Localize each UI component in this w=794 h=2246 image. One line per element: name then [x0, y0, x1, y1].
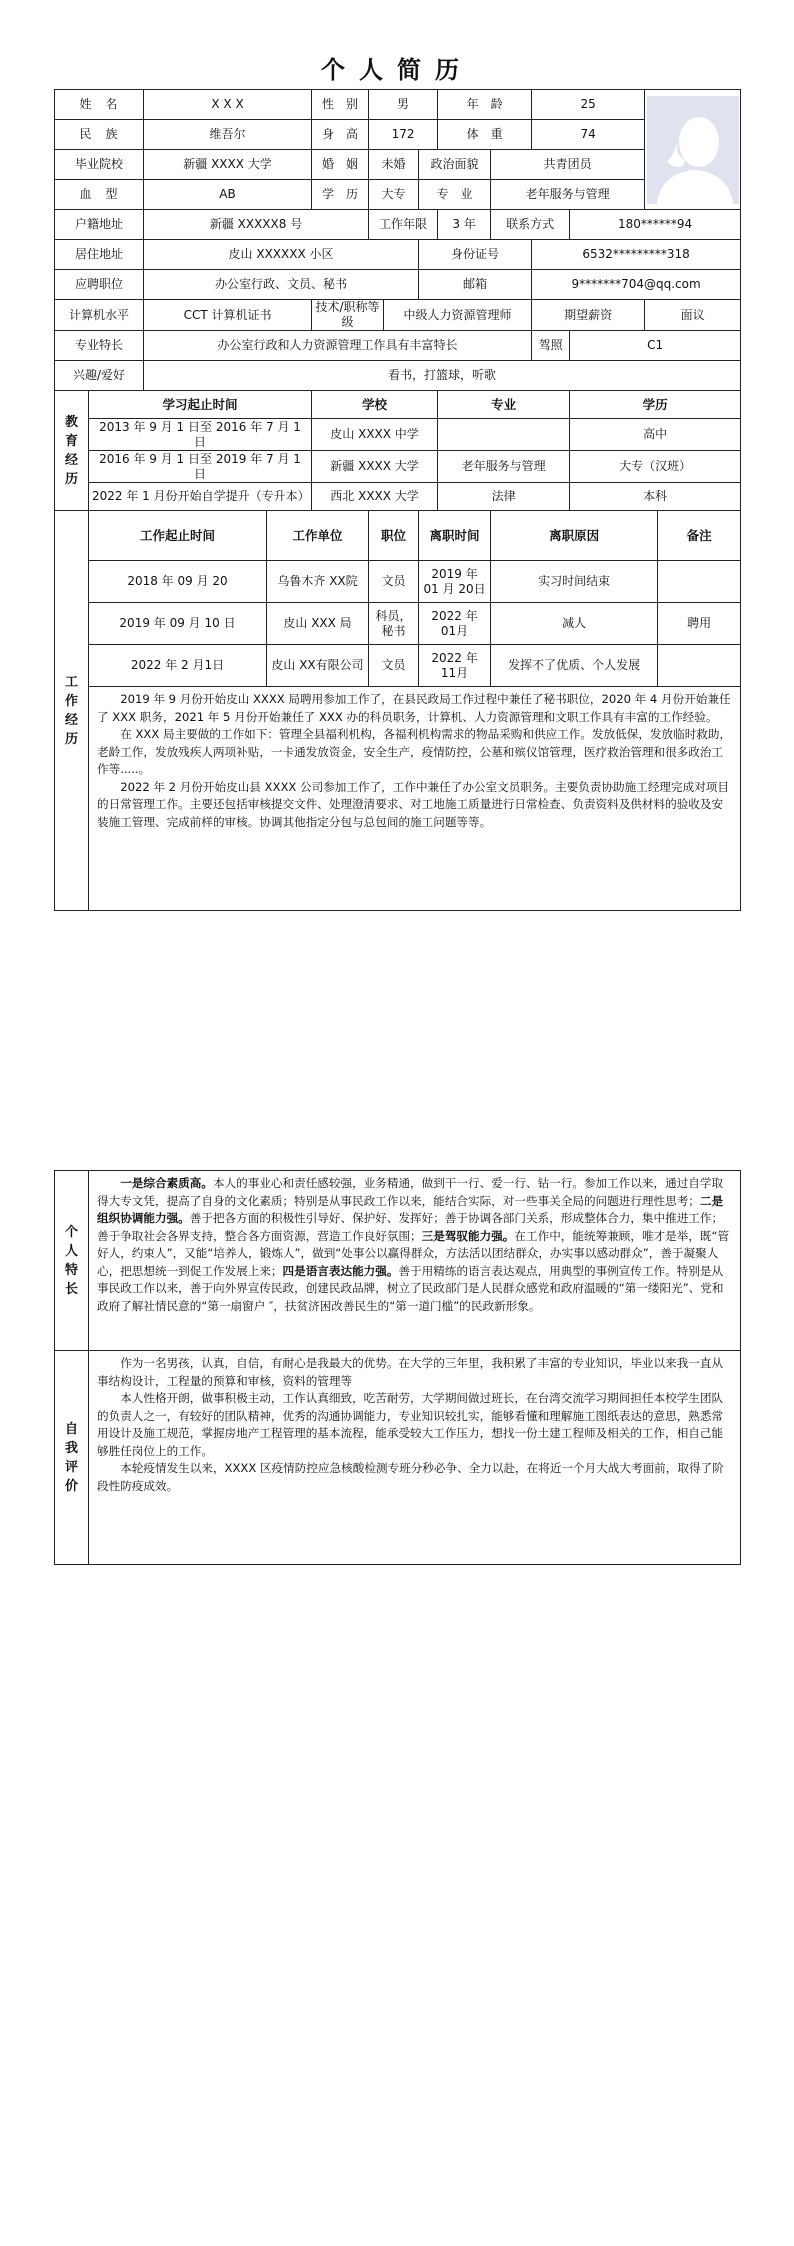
page-title: 个人简历 — [321, 55, 473, 84]
edu-major — [438, 419, 570, 451]
edu-school: 新疆 XXXX 大学 — [312, 451, 438, 483]
work-header-company: 工作单位 — [267, 511, 369, 561]
license-label: 驾照 — [532, 331, 570, 361]
strengths-section-label: 个 人 特 长 — [55, 1171, 89, 1351]
political-value: 共青团员 — [491, 150, 645, 180]
strength-heading: 三是驾驭能力强。 — [421, 1228, 515, 1243]
work-paragraph: 2022 年 2 月份开始皮山县 XXXX 公司参加工作了，工作中兼任了办公室文员职务。主要负责协助施工经理完成对项目的日常管理工作。主要还包括审核提交文件、处理澄清要求、对工地施工质量进行日常检查、负责资料及供材料的验收及安装施工管理、完成前样的审核。协调其他指定分包与总包间的施工问题等等。 — [97, 779, 729, 829]
work-company: 皮山 XX有限公司 — [267, 645, 369, 687]
resume-table-second — [54, 1170, 741, 1565]
work-start: 2019 年 09 月 10 日 — [89, 603, 267, 645]
salary-label: 期望薪资 — [532, 300, 645, 331]
specialty-value: 办公室行政和人力资源管理工作具有丰富特长 — [144, 331, 532, 361]
edu-header-major: 专业 — [438, 391, 570, 419]
work-description — [89, 687, 741, 911]
residence-value: 皮山 XXXXXX 小区 — [144, 240, 419, 270]
contact-value: 180******94 — [570, 210, 741, 240]
work-position: 科员，秘书 — [369, 603, 419, 645]
edu-period: 2013 年 9 月 1 日至 2016 年 7 月 1 日 — [89, 419, 312, 451]
age-value: 25 — [532, 90, 645, 120]
work-section-label: 工 作 经 历 — [55, 511, 89, 911]
name-value: X X X — [144, 90, 312, 120]
contact-label: 联系方式 — [491, 210, 570, 240]
work-position: 文员 — [369, 645, 419, 687]
work-reason: 实习时间结束 — [491, 561, 658, 603]
school-value: 新疆 XXXX 大学 — [144, 150, 312, 180]
work-paragraph: 2019 年 9 月份开始皮山 XXXX 局聘用参加工作了，在县民政局工作过程中兼任了秘书职位，2020 年 4 月份开始兼任了 XXX 职务，2021 年 5 月份开始兼任了 XXX 办的科员职务，计算机、人力资源管理和文职工作具有丰富的工作经验。 — [97, 692, 731, 724]
work-start: 2018 年 09 月 20 — [89, 561, 267, 603]
email-label: 邮箱 — [419, 270, 532, 300]
name-label: 姓 名 — [55, 90, 144, 120]
self-eval-paragraph: 作为一名男孩，认真，自信，有耐心是我最大的优势。在大学的三年里，我积累了丰富的专业知识，毕业以来我一直从事结构设计，工程量的预算和审核，资料的管理等 — [97, 1356, 724, 1388]
gender-label: 性 别 — [312, 90, 369, 120]
idcard-label: 身份证号 — [419, 240, 532, 270]
strength-heading: 四是语言表达能力强。 — [282, 1263, 399, 1278]
work-header-note: 备注 — [658, 511, 741, 561]
self-eval-paragraph: 本人性格开朗，做事积极主动，工作认真细致，吃苦耐劳，大学期间做过班长，在台湾交流学习期间担任本校学生团队的负责人之一，有较好的团队精神，优秀的沟通协调能力，专业知识较扎实，能够看懂和理解施工图纸表达的意思，熟悉常用设计及施工规范，掌握房地产工程管理的基本流程，能承受较大工作压力，想找一份土建工程师及相关的工作，相自己能够胜任岗位上的工作。 — [97, 1391, 724, 1458]
title-label: 技术/职称等级 — [312, 300, 384, 331]
computer-value: CCT 计算机证书 — [144, 300, 312, 331]
blood-label: 血 型 — [55, 180, 144, 210]
residence-label: 居住地址 — [55, 240, 144, 270]
idcard-value: 6532*********318 — [532, 240, 741, 270]
marital-label: 婚 姻 — [312, 150, 369, 180]
political-label: 政治面貌 — [419, 150, 491, 180]
ethnic-label: 民 族 — [55, 120, 144, 150]
education-section-label: 教 育 经 历 — [55, 391, 89, 511]
avatar-icon — [647, 96, 739, 204]
self-eval-paragraph: 本轮疫情发生以来，XXXX 区疫情防控应急核酸检测专班分秒必争、全力以赴，在将近一个月大战大考面前，取得了阶段性防疫成效。 — [97, 1461, 724, 1493]
work-leave: 2022 年 11月 — [419, 645, 491, 687]
work-paragraph: 在 XXX 局主要做的工作如下：管理全县福利机构，各福利机构需求的物品采购和供应工作。发放低保，发放临时救助，老龄工作，发放残疾人两项补贴，一卡通发放资金，安全生产，疫情防控，公墓和殡仪馆管理，医疗救治管理和很多政治工作等.....。 — [97, 727, 732, 776]
edu-major: 老年服务与管理 — [438, 451, 570, 483]
hukou-value: 新疆 XXXXX8 号 — [144, 210, 369, 240]
edu-degree: 本科 — [570, 483, 741, 511]
major-label: 专 业 — [419, 180, 491, 210]
work-header-start: 工作起止时间 — [89, 511, 267, 561]
edu-period: 2016 年 9 月 1 日至 2019 年 7 月 1 日 — [89, 451, 312, 483]
work-note — [658, 561, 741, 603]
strength-heading: 一是综合素质高。 — [120, 1176, 213, 1190]
work-start: 2022 年 2 月1日 — [89, 645, 267, 687]
salary-value: 面议 — [645, 300, 741, 331]
edu-school: 皮山 XXXX 中学 — [312, 419, 438, 451]
years-value: 3 年 — [438, 210, 491, 240]
strength-body: 在工作中，能统筹兼顾，唯才是举，既“管好人，约束人”，又能“培养人，锻炼人”，做到“处事公以赢得群众，方法活以团结群众，办实事以感动群众”，善于凝聚人心，把思想统一到促工作发展上来； — [97, 1228, 730, 1278]
years-label: 工作年限 — [369, 210, 438, 240]
table-row — [55, 645, 741, 687]
degree-label: 学 历 — [312, 180, 369, 210]
hobby-value: 看书，打篮球，听歌 — [144, 361, 741, 391]
height-value: 172 — [369, 120, 438, 150]
work-reason: 减人 — [491, 603, 658, 645]
position-label: 应聘职位 — [55, 270, 144, 300]
self-eval-text — [89, 1351, 741, 1565]
work-header-position: 职位 — [369, 511, 419, 561]
email-value: 9*******704@qq.com — [532, 270, 741, 300]
edu-period: 2022 年 1 月份开始自学提升（专升本） — [89, 483, 312, 511]
major-value: 老年服务与管理 — [491, 180, 645, 210]
edu-degree: 高中 — [570, 419, 741, 451]
work-note — [658, 645, 741, 687]
height-label: 身 高 — [312, 120, 369, 150]
title-value: 中级人力资源管理师 — [384, 300, 532, 331]
strength-body: 善于用精练的语言表达观点，用典型的事例宣传工作。特别是从事民政工作以来，善于向外界宣传民政，创建民政品牌，树立了民政部门是人民群众感党和政府温暖的“第一缕阳光”、党和政府了解社情民意的“第一扇窗户 ″，扶贫济困改善民生的“第一道门槛”的民政新形象。 — [97, 1263, 724, 1313]
table-row — [55, 561, 741, 603]
edu-header-degree: 学历 — [570, 391, 741, 419]
weight-value: 74 — [532, 120, 645, 150]
resume-table-main — [54, 89, 741, 911]
hukou-label: 户籍地址 — [55, 210, 144, 240]
table-row — [55, 483, 741, 511]
strength-body: 善于把各方面的积极性引导好、保护好、发挥好；善于协调各部门关系，形成整体合力，集中推进工作；善于争取社会各界支持，整合各方面资源，营造工作良好氛围； — [97, 1211, 724, 1243]
work-company: 乌鲁木齐 XX院 — [267, 561, 369, 603]
table-row — [55, 451, 741, 483]
work-header-reason: 离职原因 — [491, 511, 658, 561]
self-eval-section-label: 自 我 评 价 — [55, 1351, 89, 1565]
strength-heading: 二是组织协调能力强。 — [97, 1193, 724, 1225]
work-header-leave: 离职时间 — [419, 511, 491, 561]
work-company: 皮山 XXX 局 — [267, 603, 369, 645]
work-reason: 发挥不了优质、个人发展 — [491, 645, 658, 687]
edu-major: 法律 — [438, 483, 570, 511]
edu-school: 西北 XXXX 大学 — [312, 483, 438, 511]
table-row — [55, 603, 741, 645]
degree-value: 大专 — [369, 180, 419, 210]
weight-label: 体 重 — [438, 120, 532, 150]
edu-degree: 大专（汉班） — [570, 451, 741, 483]
computer-label: 计算机水平 — [55, 300, 144, 331]
work-leave: 2019 年 01 月 20日 — [419, 561, 491, 603]
photo-placeholder — [645, 90, 741, 210]
age-label: 年 龄 — [438, 90, 532, 120]
strength-body: 本人的事业心和责任感较强，业务精通，做到干一行、爱一行、钻一行。参加工作以来，通过自学取得大专文凭，提高了自身的文化素质；特别是从事民政工作以来，能结合实际，对一些事关全局的问题进行理性思考； — [97, 1176, 724, 1208]
ethnic-value: 维吾尔 — [144, 120, 312, 150]
edu-header-school: 学校 — [312, 391, 438, 419]
edu-header-period: 学习起止时间 — [89, 391, 312, 419]
blood-value: AB — [144, 180, 312, 210]
license-value: C1 — [570, 331, 741, 361]
gender-value: 男 — [369, 90, 438, 120]
table-row — [55, 419, 741, 451]
work-leave: 2022 年 01月 — [419, 603, 491, 645]
specialty-label: 专业特长 — [55, 331, 144, 361]
hobby-label: 兴趣/爱好 — [55, 361, 144, 391]
work-position: 文员 — [369, 561, 419, 603]
marital-value: 未婚 — [369, 150, 419, 180]
position-value: 办公室行政、文员、秘书 — [144, 270, 419, 300]
strengths-text — [89, 1171, 741, 1351]
work-note: 聘用 — [658, 603, 741, 645]
school-label: 毕业院校 — [55, 150, 144, 180]
